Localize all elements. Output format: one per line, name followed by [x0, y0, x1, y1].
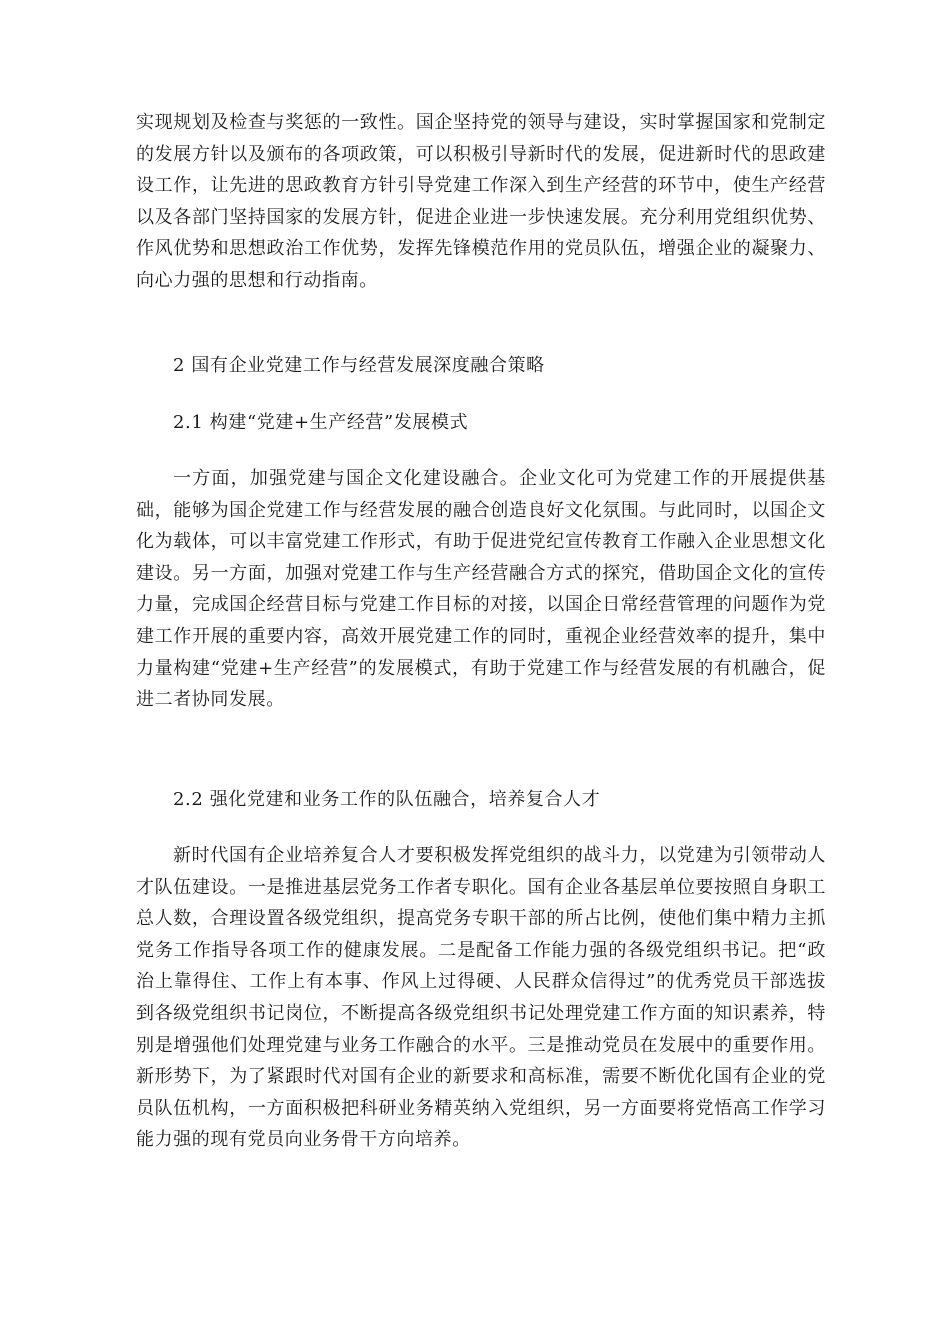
subsection-heading-2-1: 2.1 构建“党建+生产经营”发展模式 — [173, 412, 469, 433]
paragraph-2-2: 新时代国有企业培养复合人才要积极发挥党组织的战斗力，以党建为引领带动人才队伍建设。一是推进基层党务工作者专职化。国有企业各基层单位要按照自身职工总人数，合理设置各级党组织，提高党务专职干部的所占比例，使他们集中精力主抓党务工作指导各项工作的健康发展。二是配备工作能力强的各级党组织书记。把“政治上靠得住、工作上有本事、作风上过得硬、人民群众信得过”的优秀党员干部选拔到各级党组织书记岗位，不断提高各级党组织书记处理党建工作方面的知识素养，特别是增强他们处理党建与业务工作融合的水平。三是推动党员在发展中的重要作用。新形势下，为了紧跟时代对国有企业的新要求和高标准，需要不断优化国有企业的党员队伍机构，一方面积极把科研业务精英纳入党组织，另一方面要将党悟高工作学习能力强的现有党员向业务骨干方向培养。 — [136, 845, 826, 1151]
paragraph-2-1: 一方面，加强党建与国企文化建设融合。企业文化可为党建工作的开展提供基础，能够为国企党建工作与经营发展的融合创造良好文化氛围。与此同时，以国企文化为载体，可以丰富党建工作形式，有助于促进党纪宣传教育工作融入企业思想文化建设。另一方面，加强对党建工作与生产经营融合方式的探究，借助国企文化的宣传力量，完成国企经营目标与党建工作目标的对接，以国企日常经营管理的问题作为党建工作开展的重要内容，高效开展党建工作的同时，重视企业经营效率的提升，集中力量构建“党建+生产经营”的发展模式，有助于党建工作与经营发展的有机融合，促进二者协同发展。 — [136, 468, 826, 711]
section-heading-2: 2 国有企业党建工作与经营发展深度融合策略 — [173, 355, 545, 376]
subsection-heading-2-2: 2.2 强化党建和业务工作的队伍融合，培养复合人才 — [173, 789, 601, 810]
paragraph-intro: 实现规划及检查与奖惩的一致性。国企坚持党的领导与建设，实时掌握国家和党制定的发展方针以及颁布的各项政策，可以积极引导新时代的发展，促进新时代的思政建设工作，让先进的思政教育方针引导党建工作深入到生产经营的环节中，使生产经营以及各部门坚持国家的发展方针，促进企业进一步快速发展。充分利用党组织优势、作风优势和思想政治工作优势，发挥先锋模范作用的党员队伍，增强企业的凝聚力、向心力强的思想和行动指南。 — [136, 112, 826, 291]
